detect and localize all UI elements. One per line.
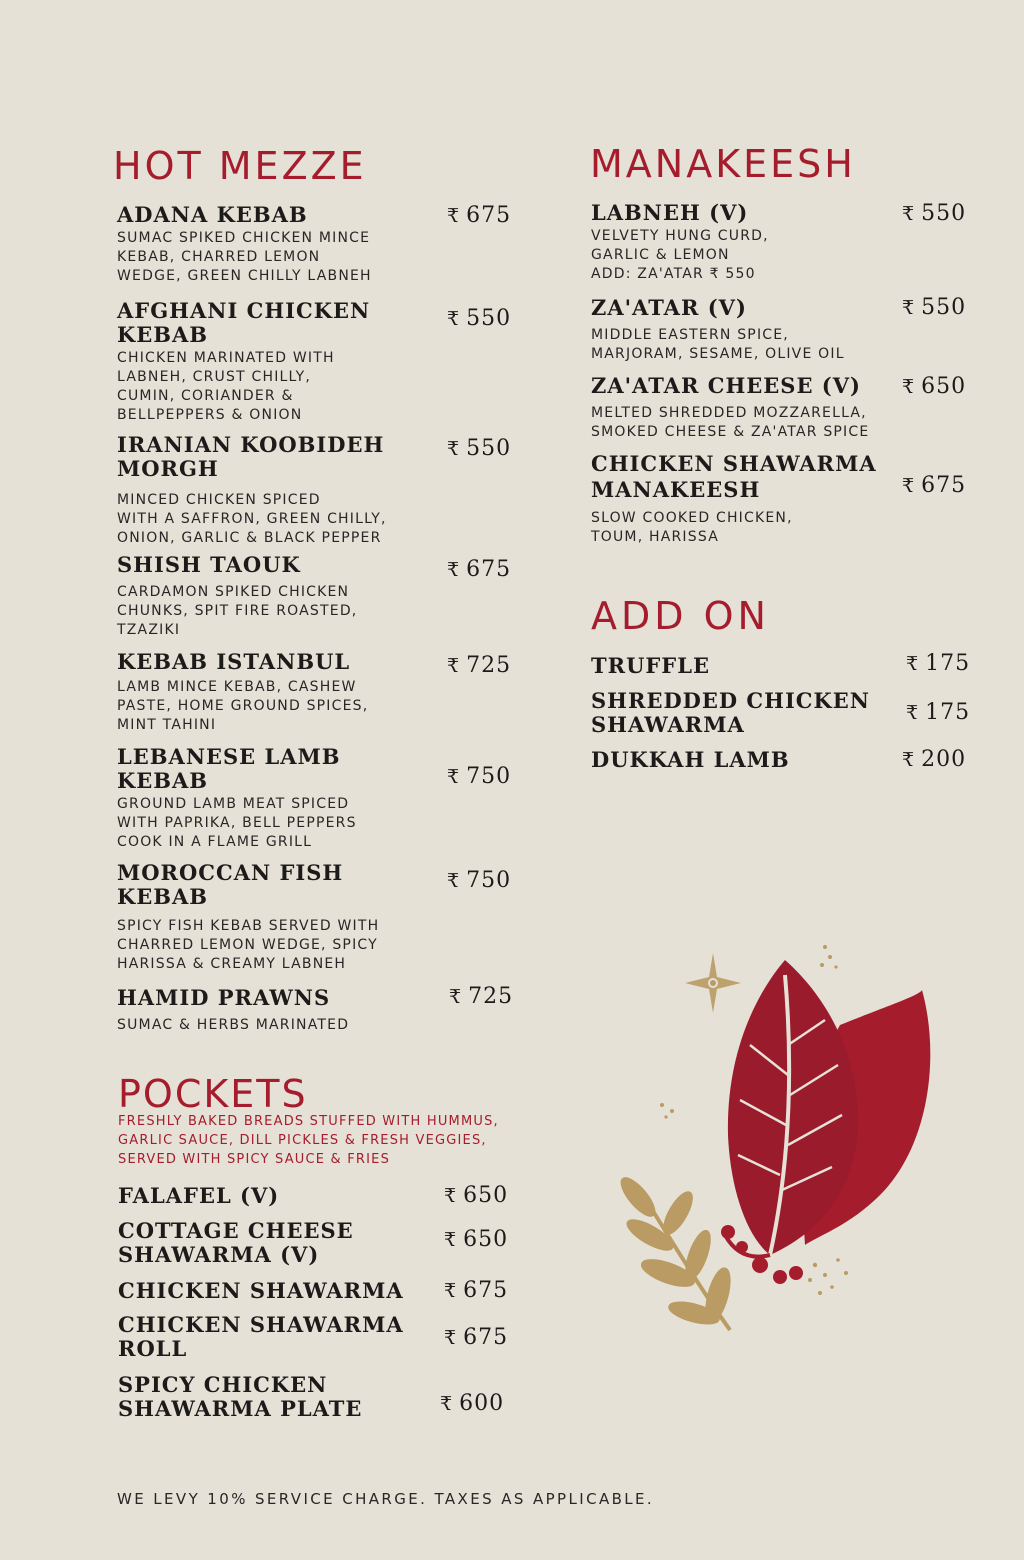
- item-description: MELTED SHREDDED MOZZARELLA, SMOKED CHEESE & ZA'ATAR SPICE: [591, 405, 870, 440]
- item-name: CHICKEN SHAWARMA: [118, 1278, 404, 1303]
- sparkle-icon: [685, 953, 741, 1013]
- pockets-title: POCKETS: [118, 1072, 308, 1116]
- item-price: ₹ 750: [447, 868, 512, 893]
- item-price: ₹ 200: [902, 747, 967, 772]
- menu-item[interactable]: [118, 1373, 388, 1421]
- item-description: LAMB MINCE KEBAB, CASHEW PASTE, HOME GROUND SPICES, MINT TAHINI: [117, 679, 369, 733]
- menu-item[interactable]: [117, 433, 407, 548]
- menu-item[interactable]: [118, 1184, 418, 1208]
- item-name: IRANIAN KOOBIDEH MORGH: [117, 432, 385, 481]
- menu-item[interactable]: [591, 296, 891, 364]
- item-name: ZA'ATAR CHEESE (V): [591, 373, 861, 398]
- item-price: ₹ 600: [440, 1391, 505, 1416]
- item-name: AFGHANI CHICKEN KEBAB: [117, 298, 371, 347]
- item-name: CHICKEN SHAWARMA ROLL: [118, 1312, 404, 1361]
- item-price: ₹ 550: [902, 201, 967, 226]
- item-price: ₹ 750: [447, 764, 512, 789]
- item-price: ₹ 675: [444, 1325, 509, 1350]
- hot-mezze-title: HOT MEZZE: [113, 144, 367, 188]
- item-price: ₹ 725: [449, 984, 514, 1009]
- item-name: SHISH TAOUK: [117, 552, 301, 577]
- item-name: SPICY CHICKEN SHAWARMA PLATE: [118, 1372, 363, 1421]
- manakeesh-title: MANAKEESH: [590, 142, 856, 186]
- item-description: CHICKEN MARINATED WITH LABNEH, CRUST CHILLY, CUMIN, CORIANDER & BELLPEPPERS & ONION: [117, 350, 335, 423]
- menu-item[interactable]: [117, 203, 407, 286]
- item-description: GROUND LAMB MEAT SPICED WITH PAPRIKA, BELL PEPPERS COOK IN A FLAME GRILL: [117, 796, 357, 850]
- menu-item[interactable]: [591, 451, 891, 547]
- item-description: MINCED CHICKEN SPICED WITH A SAFFRON, GREEN CHILLY, ONION, GARLIC & BLACK PEPPER: [117, 492, 387, 546]
- item-price: ₹ 675: [902, 473, 967, 498]
- service-charge-note: WE LEVY 10% SERVICE CHARGE. TAXES AS APPLICABLE.: [117, 1490, 655, 1508]
- item-name: ADANA KEBAB: [117, 202, 308, 227]
- leaf-illustration: [610, 935, 950, 1335]
- item-price: ₹ 550: [447, 436, 512, 461]
- menu-item[interactable]: [117, 745, 357, 852]
- item-description: VELVETY HUNG CURD, GARLIC & LEMON ADD: ZA'ATAR ₹ 550: [591, 228, 769, 282]
- menu-item[interactable]: [117, 650, 417, 735]
- item-price: ₹ 175: [906, 700, 971, 725]
- item-name: HAMID PRAWNS: [117, 985, 331, 1010]
- item-name: DUKKAH LAMB: [591, 747, 790, 772]
- item-name: KEBAB ISTANBUL: [117, 649, 351, 674]
- item-name: LEBANESE LAMB KEBAB: [117, 744, 341, 793]
- item-price: ₹ 675: [447, 203, 512, 228]
- item-name: ZA'ATAR (V): [591, 295, 747, 320]
- menu-item[interactable]: [117, 861, 407, 974]
- menu-item[interactable]: [118, 1313, 418, 1361]
- item-description: SUMAC & HERBS MARINATED: [117, 1017, 350, 1033]
- item-price: ₹ 550: [447, 306, 512, 331]
- item-price: ₹ 550: [902, 295, 967, 320]
- item-description: CARDAMON SPIKED CHICKEN CHUNKS, SPIT FIRE ROASTED, TZAZIKI: [117, 584, 358, 638]
- menu-item[interactable]: [591, 374, 891, 442]
- menu-item[interactable]: [117, 299, 387, 425]
- item-price: ₹ 650: [902, 374, 967, 399]
- item-name: CHICKEN SHAWARMA MANAKEESH: [591, 451, 877, 502]
- item-price: ₹ 675: [447, 557, 512, 582]
- item-name: LABNEH (V): [591, 200, 749, 225]
- menu-item[interactable]: [591, 689, 881, 737]
- item-name: MOROCCAN FISH KEBAB: [117, 860, 344, 909]
- item-price: ₹ 675: [444, 1278, 509, 1303]
- menu-item[interactable]: [591, 201, 891, 284]
- item-description: MIDDLE EASTERN SPICE, MARJORAM, SESAME, OLIVE OIL: [591, 327, 845, 362]
- item-name: TRUFFLE: [591, 653, 710, 678]
- menu-item[interactable]: [118, 1279, 418, 1303]
- item-description: SPICY FISH KEBAB SERVED WITH CHARRED LEMON WEDGE, SPICY HARISSA & CREAMY LABNEH: [117, 918, 380, 972]
- item-name: FALAFEL (V): [118, 1183, 280, 1208]
- item-price: ₹ 175: [906, 651, 971, 676]
- menu-item[interactable]: [117, 986, 417, 1035]
- item-price: ₹ 725: [447, 653, 512, 678]
- item-price: ₹ 650: [444, 1227, 509, 1252]
- item-name: COTTAGE CHEESE SHAWARMA (V): [118, 1218, 354, 1267]
- item-name: SHREDDED CHICKEN SHAWARMA: [591, 688, 870, 737]
- menu-item[interactable]: [118, 1219, 388, 1267]
- add-on-title: ADD ON: [591, 594, 770, 638]
- menu-item[interactable]: [117, 553, 417, 640]
- pockets-subtitle: FRESHLY BAKED BREADS STUFFED WITH HUMMUS, GARLIC SAUCE, DILL PICKLES & FRESH VEGGIES, SERVED WITH SPICY SAUCE & FRIES: [118, 1114, 499, 1167]
- menu-item[interactable]: [591, 654, 881, 678]
- item-description: SLOW COOKED CHICKEN, TOUM, HARISSA: [591, 510, 793, 545]
- menu-item[interactable]: [591, 748, 881, 772]
- item-description: SUMAC SPIKED CHICKEN MINCE KEBAB, CHARRED LEMON WEDGE, GREEN CHILLY LABNEH: [117, 230, 372, 284]
- item-price: ₹ 650: [444, 1183, 509, 1208]
- herb-sprig: [616, 1173, 735, 1330]
